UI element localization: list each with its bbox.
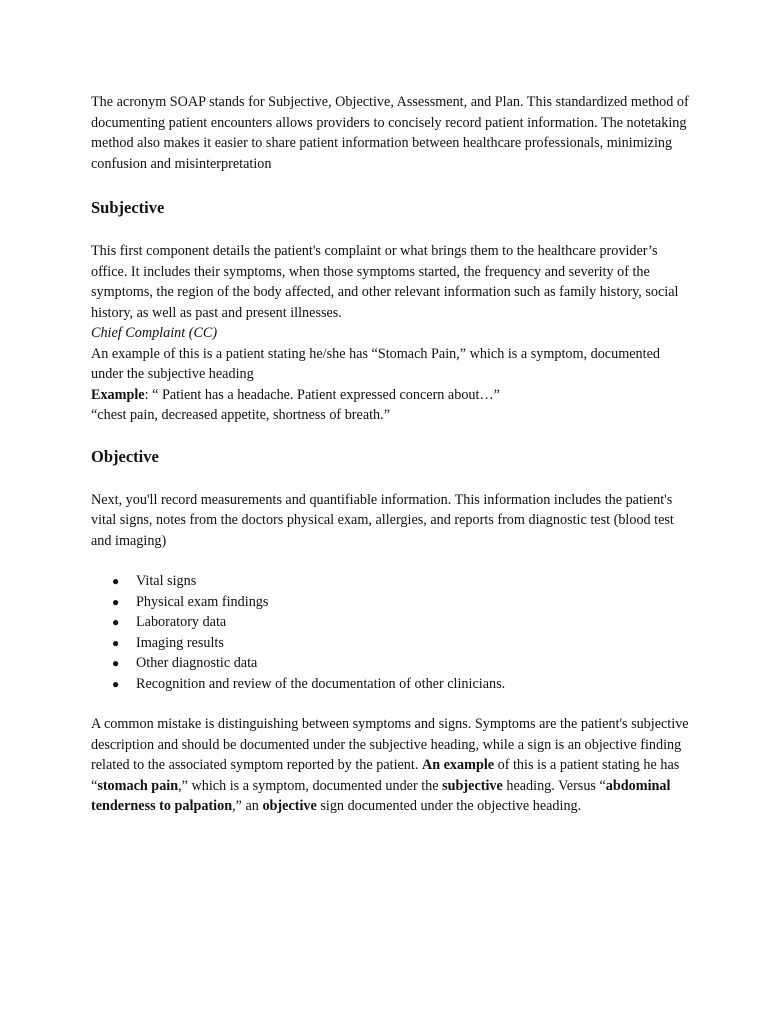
objective-bullet-list (91, 571, 691, 694)
example-text: : “ Patient has a headache. Patient expressed concern about…” (144, 386, 500, 403)
document-page (91, 92, 691, 817)
list-item: ● Other diagnostic data (91, 653, 691, 674)
example-label: Example (91, 386, 145, 403)
bullet-icon: ● (112, 615, 120, 629)
list-item: ● Vital signs (91, 571, 691, 592)
example-line (91, 385, 691, 406)
example-quote: “chest pain, decreased appetite, shortness of breath.” (91, 407, 390, 423)
subjective-heading: Subjective (91, 198, 165, 217)
list-item: ● Laboratory data (91, 612, 691, 633)
intro-paragraph: The acronym SOAP stands for Subjective, Objective, Assessment, and Plan. This standardized method of documenting patient encounters allows providers to concisely record patient information. The notetaking method also makes it easier to share patient information between healthcare professionals, minimizing confusion and misinterpretation (91, 94, 689, 172)
chief-complaint-label: Chief Complaint (CC) (91, 325, 218, 341)
signs-vs-symptoms-paragraph: A common mistake is distinguishing between symptoms and signs. Symptoms are the patient's subjective description and should be documented under the subjective heading, while a sign is an objective finding related to the associated symptom reported by the patient. An example of this is a patient stating he has “stomach pain,” which is a symptom, documented under the subjective heading. Versus “abdominal tenderness to palpation,” an objective sign documented under the objective heading. (91, 716, 689, 814)
bullet-icon: ● (112, 656, 120, 670)
objective-heading: Objective (91, 446, 159, 466)
bullet-icon: ● (112, 635, 120, 650)
list-item: ● Imaging results (91, 633, 691, 654)
objective-body: Next, you'll record measurements and quantifiable information. This information includes the patient's vital signs, notes from the doctors physical exam, allergies, and reports from diagnostic test (blood test and imaging) (91, 491, 674, 549)
chief-complaint-text: An example of this is a patient stating he/she has “Stomach Pain,” which is a symptom, documented under the subjective heading (91, 345, 660, 382)
subjective-body: This first component details the patient's complaint or what brings them to the healthcare provider’s office. It includes their symptoms, when those symptoms started, the frequency and severity of the symptoms, the region of the body affected, and other relevant information such as family history, social history, as well as past and present illnesses. (91, 243, 679, 321)
bullet-icon: ● (112, 574, 120, 588)
list-item: ● Physical exam findings (91, 592, 691, 613)
bullet-icon: ● (112, 676, 120, 691)
bullet-icon: ● (112, 594, 120, 609)
list-item: ● Recognition and review of the documentation of other clinicians. (91, 674, 691, 695)
